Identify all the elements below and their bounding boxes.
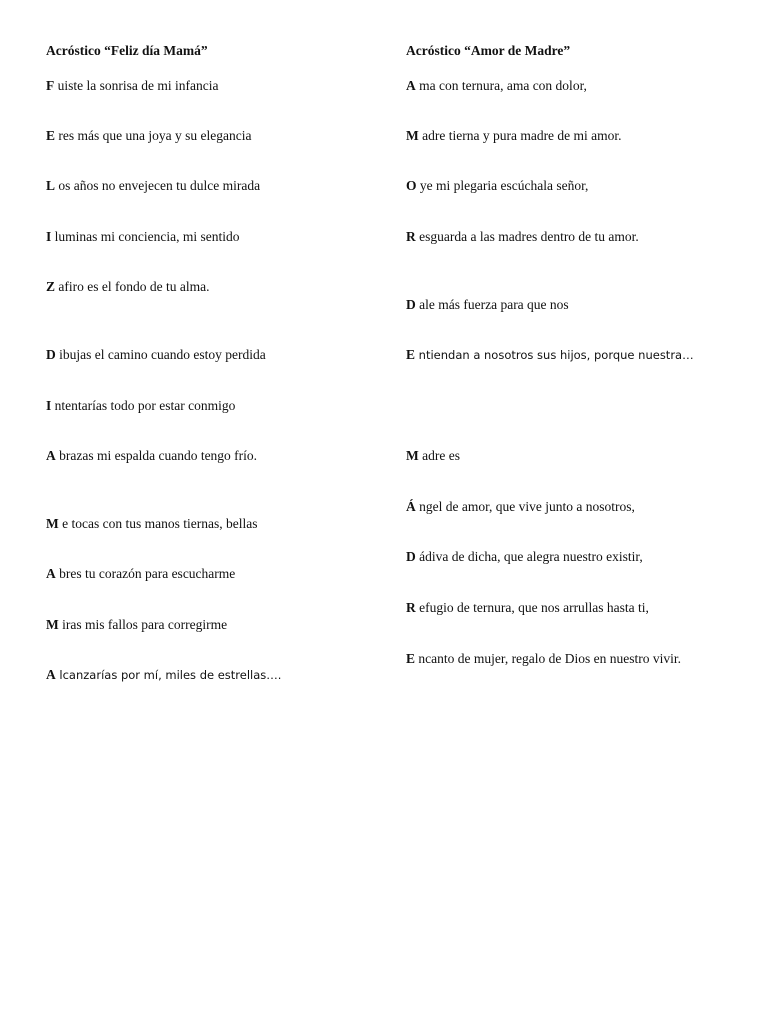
initial-letter: E [46,128,56,143]
initial-letter: I [46,229,52,244]
acrostic-title: Acróstico “Feliz día Mamá” [46,43,208,58]
line-text: afiro es el fondo de tu alma. [55,279,210,294]
line-text: lcanzarías por mí, miles de estrellas…. [55,668,282,682]
acrostic-line [46,566,235,582]
line-text: ale más fuerza para que nos [415,297,569,312]
initial-letter: M [46,617,59,632]
line-text: res más que una joya y su elegancia [55,128,252,143]
initial-letter: A [46,667,56,682]
line-text: ibujas el camino cuando estoy perdida [55,347,266,362]
line-text: ma con ternura, ama con dolor, [415,78,587,93]
acrostic-line [46,516,257,532]
acrostic-line [46,279,209,295]
acrostic-line [46,448,257,464]
line-text: brazas mi espalda cuando tengo frío. [55,448,258,463]
initial-letter: D [46,347,56,362]
acrostic-line [46,617,227,633]
line-text: os años no envejecen tu dulce mirada [55,178,261,193]
initial-letter: M [46,516,59,531]
acrostic-line [46,398,235,414]
initial-letter: Z [46,279,56,294]
acrostic-line [406,178,588,194]
line-text: luminas mi conciencia, mi sentido [51,229,240,244]
initial-letter: D [406,297,416,312]
initial-letter: R [406,600,416,615]
initial-letter: A [406,78,416,93]
initial-letter: O [406,178,417,193]
initial-letter: F [46,78,55,93]
initial-letter: A [46,448,56,463]
initial-letter: I [46,398,52,413]
initial-letter: M [406,128,419,143]
line-text: ngel de amor, que vive junto a nosotros, [415,499,635,514]
line-text: adre es [418,448,460,463]
line-text: efugio de ternura, que nos arrullas hasta ti, [415,600,649,615]
acrostic-line [406,78,587,94]
acrostic-title: Acróstico “Amor de Madre” [406,43,571,58]
acrostic-line [46,178,260,194]
acrostic-line [46,128,251,144]
acrostic-line [406,229,639,245]
initial-letter: L [46,178,56,193]
acrostic-line [46,347,266,363]
acrostic-line [406,128,622,144]
line-text: iras mis fallos para corregirme [58,617,228,632]
line-text: ncanto de mujer, regalo de Dios en nuestro vivir. [415,651,682,666]
line-text: ye mi plegaria escúchala señor, [416,178,589,193]
initial-letter: A [46,566,56,581]
acrostic-line [406,297,569,313]
line-text: ntiendan a nosotros sus hijos, porque nuestra… [415,348,694,362]
acrostic-line [46,667,281,683]
line-text: adre tierna y pura madre de mi amor. [418,128,622,143]
acrostic-line [46,78,218,94]
initial-letter: E [406,347,416,362]
acrostic-line [406,347,694,363]
initial-letter: M [406,448,419,463]
line-text: uiste la sonrisa de mi infancia [54,78,219,93]
line-text: ádiva de dicha, que alegra nuestro existir, [415,549,643,564]
line-text: bres tu corazón para escucharme [55,566,236,581]
line-text: ntentarías todo por estar conmigo [51,398,236,413]
acrostic-line [46,229,239,245]
initial-letter: R [406,229,416,244]
initial-letter: Á [406,499,416,514]
acrostic-line [406,600,649,616]
acrostic-line [406,448,460,464]
line-text: esguarda a las madres dentro de tu amor. [415,229,639,244]
initial-letter: E [406,651,416,666]
acrostic-line [406,499,635,515]
line-text: e tocas con tus manos tiernas, bellas [58,516,258,531]
acrostic-line [406,549,643,565]
acrostic-line [406,651,706,667]
initial-letter: D [406,549,416,564]
